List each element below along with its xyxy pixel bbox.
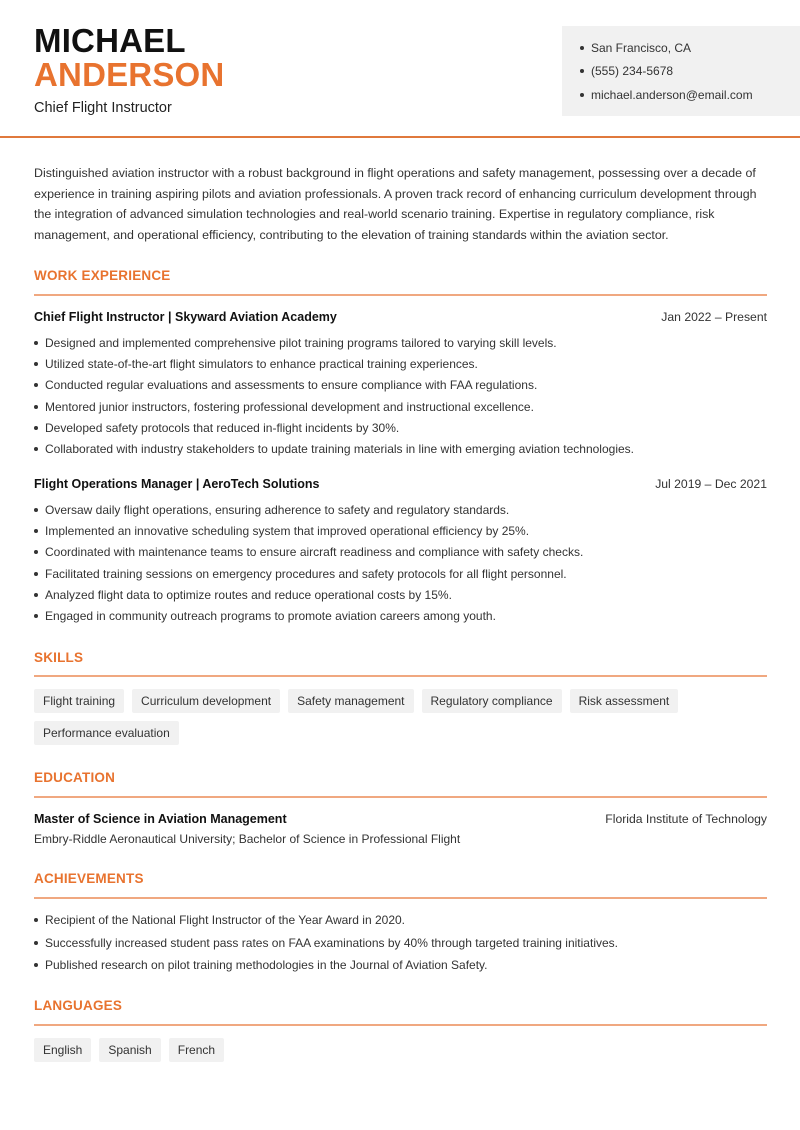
job-header: [34, 477, 767, 491]
list-item: [34, 542, 774, 563]
language-tag: Spanish: [99, 1038, 160, 1062]
email-text: michael.anderson@email.com: [591, 87, 753, 102]
list-item-text: Published research on pilot training methodologies in the Journal of Aviation Safety.: [45, 958, 488, 973]
section-divider: [34, 675, 767, 677]
list-item-text: Successfully increased student pass rates on FAA examinations by 40% through targeted training initiatives.: [45, 935, 618, 950]
section-divider: [34, 294, 767, 296]
bullet-icon: [34, 383, 38, 387]
section-title-education: EDUCATION: [34, 770, 116, 785]
skill-tag: Regulatory compliance: [422, 689, 562, 713]
list-item-text: Mentored junior instructors, fostering professional development and instructional excellence.: [45, 399, 534, 414]
list-item-text: Engaged in community outreach programs to promote aviation careers among youth.: [45, 609, 496, 624]
skills-row: [34, 721, 179, 745]
list-item-text: Utilized state-of-the-art flight simulators to enhance practical training experiences.: [45, 356, 478, 371]
section-divider: [34, 897, 767, 899]
bullet-icon: [34, 405, 38, 409]
school: Florida Institute of Technology: [605, 812, 767, 826]
list-item-text: Coordinated with maintenance teams to ensure aircraft readiness and compliance with safety checks.: [45, 545, 584, 560]
list-item: [34, 563, 774, 584]
bullet-icon: [34, 508, 38, 512]
language-tag: English: [34, 1038, 91, 1062]
first-name: MICHAEL: [34, 22, 186, 59]
achievements-list: [34, 909, 774, 977]
list-item-text: Facilitated training sessions on emergency procedures and safety protocols for all flight personnel.: [45, 566, 567, 581]
list-item-text: Designed and implemented comprehensive pilot training programs tailored to varying skill levels.: [45, 335, 557, 350]
section-title-achievements: ACHIEVEMENTS: [34, 871, 144, 886]
skills-row: [34, 689, 678, 713]
list-item: [34, 417, 774, 438]
bullet-icon: [34, 593, 38, 597]
job-dates: Jul 2019 – Dec 2021: [655, 477, 767, 491]
contact-box: [562, 26, 800, 116]
list-item-text: Analyzed flight data to optimize routes and reduce operational costs by 15%.: [45, 587, 452, 602]
list-item-text: Implemented an innovative scheduling system that improved operational efficiency by 25%.: [45, 523, 530, 538]
job-dates: Jan 2022 – Present: [661, 310, 767, 324]
list-item-text: Conducted regular evaluations and assessments to ensure compliance with FAA regulations.: [45, 378, 538, 393]
last-name: ANDERSON: [34, 56, 225, 93]
skill-tag: Performance evaluation: [34, 721, 179, 745]
contact-location: [580, 36, 800, 60]
job-bullets: [34, 332, 774, 460]
skill-tag: Safety management: [288, 689, 413, 713]
bullet-icon: [34, 341, 38, 345]
job-role: Flight Operations Manager | AeroTech Solutions: [34, 477, 320, 491]
list-item: [34, 932, 774, 955]
section-title-languages: LANGUAGES: [34, 998, 123, 1013]
list-item: [34, 438, 774, 459]
bullet-icon: [34, 447, 38, 451]
language-tag: French: [169, 1038, 224, 1062]
list-item-text: Collaborated with industry stakeholders to update training materials in line with emerging aviation technologies.: [45, 442, 634, 457]
job-header: [34, 310, 767, 324]
list-item: [34, 396, 774, 417]
bullet-icon: [34, 941, 38, 945]
list-item: [34, 375, 774, 396]
skill-tag: Flight training: [34, 689, 124, 713]
list-item: [34, 584, 774, 605]
bullet-icon: [34, 550, 38, 554]
list-item: [34, 954, 774, 977]
list-item: [34, 520, 774, 541]
bullet-icon: [34, 362, 38, 366]
job-bullets: [34, 499, 774, 627]
education-header: [34, 812, 767, 826]
skill-tag: Curriculum development: [132, 689, 280, 713]
summary: Distinguished aviation instructor with a robust background in flight operations and safety management, possessing over a decade of experience in training aspiring pilots and aviation professionals. A proven track record of enhancing curriculum development through the integration of advanced simulation technologies and real-world scenario training. Expertise in regulatory compliance, risk management, and operational efficiency, contributing to the elevation of training standards within the aviation sector.: [34, 166, 757, 242]
list-item-text: Recipient of the National Flight Instructor of the Year Award in 2020.: [45, 913, 405, 928]
list-item: [34, 909, 774, 932]
contact-phone: [580, 60, 800, 84]
section-title-work: WORK EXPERIENCE: [34, 268, 171, 283]
location-text: San Francisco, CA: [591, 40, 692, 55]
bullet-icon: [580, 46, 584, 50]
contact-email: [580, 83, 800, 107]
bullet-icon: [34, 529, 38, 533]
job-role: Chief Flight Instructor | Skyward Aviation Academy: [34, 310, 337, 324]
languages-row: [34, 1038, 224, 1062]
list-item-text: Developed safety protocols that reduced in-flight incidents by 30%.: [45, 420, 400, 435]
bullet-icon: [580, 69, 584, 73]
section-title-skills: SKILLS: [34, 650, 84, 665]
section-divider: [34, 796, 767, 798]
phone-text: (555) 234-5678: [591, 64, 674, 79]
bullet-icon: [34, 918, 38, 922]
list-item: [34, 353, 774, 374]
skill-tag: Risk assessment: [570, 689, 679, 713]
bullet-icon: [34, 614, 38, 618]
resume-header: [0, 0, 800, 138]
degree: Master of Science in Aviation Management: [34, 812, 287, 826]
bullet-icon: [34, 572, 38, 576]
list-item: [34, 605, 774, 626]
job-title: Chief Flight Instructor: [34, 100, 172, 116]
bullet-icon: [580, 93, 584, 97]
bullet-icon: [34, 426, 38, 430]
section-divider: [34, 1024, 767, 1026]
bullet-icon: [34, 963, 38, 967]
list-item-text: Oversaw daily flight operations, ensuring adherence to safety and regulatory standards.: [45, 502, 510, 517]
list-item: [34, 332, 774, 353]
list-item: [34, 499, 774, 520]
education-detail: Embry-Riddle Aeronautical University; Bachelor of Science in Professional Flight: [34, 832, 461, 846]
